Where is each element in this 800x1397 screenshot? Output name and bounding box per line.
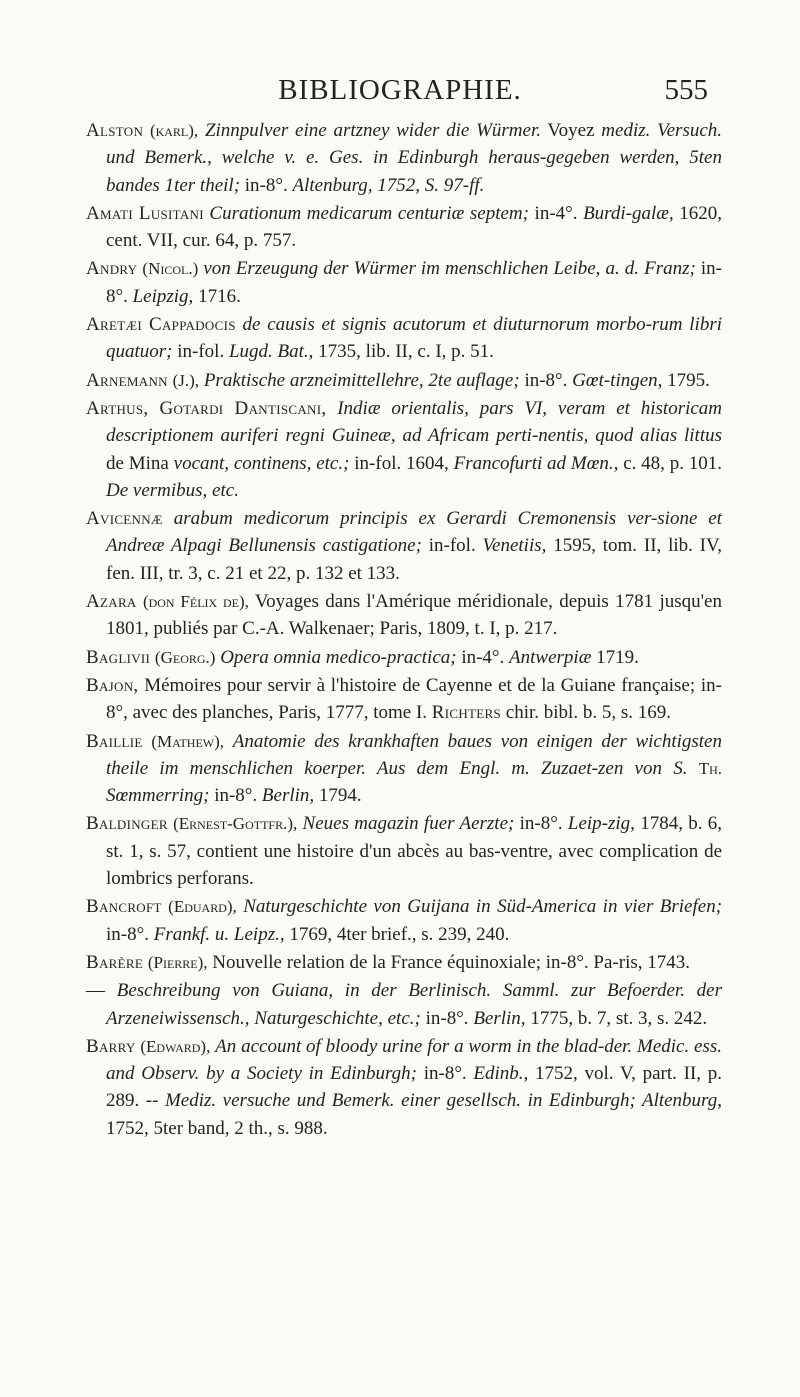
entry-place: Lugd. Bat.,: [228, 341, 314, 363]
entry-cited-author: Richters: [431, 702, 502, 724]
entry-format: in-fol.: [177, 341, 225, 363]
entry-details: 1595, tom. II, lib. IV, fen. III, tr. 3, c. 21 et 22, p. 132 et 133.: [106, 535, 723, 584]
bibliography-entry-andry: [86, 255, 722, 310]
entry-source: mediz. Versuch. und Bemerk., welche v. e. Ges. in Edinburgh heraus-gegeben werden, 5ten bandes 1ter theil;: [106, 120, 723, 196]
entry-place: Berlin,: [473, 1007, 526, 1029]
entry-format: in-8°.: [524, 369, 568, 391]
entry-given-name: (Georg.): [154, 647, 216, 667]
entry-text: Nouvelle relation de la France équinoxiale; in-8°. Pa-ris, 1743.: [212, 951, 691, 973]
entry-author: Baldinger: [86, 813, 168, 835]
entry-details: 1719.: [596, 646, 639, 668]
entry-title: An account of bloody urine for a worm in the blad-der. Medic. ess. and Observ. by a Society in Edinburgh;: [106, 1035, 722, 1085]
entry-given-name: (Eduard),: [168, 897, 237, 917]
entry-place: Gœt-tingen,: [572, 369, 663, 391]
bibliography-entry-alston: [86, 117, 722, 199]
entry-title: Neues magazin fuer Aerzte;: [302, 813, 515, 835]
entry-details: 1775, b. 7, st. 3, s. 242.: [530, 1007, 708, 1029]
page-header: [0, 74, 800, 114]
entry-given-name: (Nicol.): [142, 259, 199, 279]
entry-text: Th.: [698, 758, 722, 778]
bibliography-entry-barere: [86, 949, 722, 976]
entry-format: in-8°.: [425, 1007, 469, 1029]
entry-details: 1784, b. 6, st. 1, s. 57, contient une histoire d'un abcès au bas-ventre, avec complication de lombrics perforans.: [106, 813, 722, 890]
entry-text: Voyages dans l'Amérique méridionale, depuis 1781 jusqu'en 1801, publiés par C.-A. Walkenaer; Paris, 1809, t. I, p. 217.: [106, 591, 722, 640]
entry-author: Arthus, Gotardi Dantiscani,: [86, 397, 327, 419]
entry-author: Baillie: [86, 730, 143, 752]
entry-author: Baglivii: [86, 646, 151, 668]
entry-details: 1620, cent. VII, cur. 64, p. 757.: [106, 202, 722, 252]
entry-translation: Mediz. versuche und Bemerk. einer gesellsch. in Edinburgh; Altenburg,: [164, 1090, 722, 1112]
entry-details: 1716.: [198, 285, 241, 307]
entry-given-name: (Ernest-Gottfr.),: [173, 814, 298, 834]
entry-format: in-8°.: [423, 1063, 467, 1085]
entry-format: in-4°.: [534, 202, 578, 224]
entry-title: Beschreibung von Guiana, in der Berlinisch. Samml. zur Befoerder. der Arzeneiwissensch., Naturgeschichte, etc.;: [106, 980, 723, 1029]
entry-author: Alston: [86, 120, 144, 141]
entry-place: Leipzig,: [132, 285, 194, 307]
entry-text: Mémoires pour servir à l'histoire de Cayenne et de la Guiane française; in-8°, avec des planches, Paris, 1777, tome I.: [106, 674, 722, 724]
entry-given-name: (J.),: [172, 370, 200, 390]
entry-text: Voyez: [547, 120, 595, 141]
entry-text: de Mina: [106, 452, 169, 474]
entry-format: in-8°.: [214, 785, 258, 807]
entry-author: Azara: [86, 591, 137, 613]
entry-place: Antwerpiæ: [509, 646, 592, 668]
bibliography-entry-arthus: [86, 395, 722, 504]
bibliography-entry-baglivii: [86, 644, 722, 671]
entry-author: Amati Lusitani: [86, 202, 204, 224]
bibliography-entry-arnemann: [86, 367, 722, 394]
entry-title: de causis et signis acutorum et diuturnorum morbo-rum libri quatuor;: [106, 314, 723, 363]
entry-place: Francofurti ad Mœn.,: [453, 452, 619, 474]
entry-title: von Erzeugung der Würmer im menschlichen Leibe, a. d. Franz;: [203, 258, 696, 280]
entry-format: in-fol. 1604,: [354, 452, 449, 474]
entry-format: in-8°.: [519, 813, 563, 835]
entry-title-cont: vocant, continens, etc.;: [173, 452, 350, 474]
entry-given-name: (Mathew),: [151, 731, 225, 751]
entry-place: Leip-zig,: [567, 813, 635, 835]
entry-dash: —: [86, 980, 105, 1002]
entry-given-name: (don Félix de),: [142, 592, 249, 612]
entry-details-cont: 1752, 5ter band, 2 th., s. 988.: [106, 1117, 328, 1139]
entry-title: Anatomie des krankhaften baues von einigen der wichtigsten theile im menschlichen koerper. Aus dem Engl. m. Zuzaet-zen von S.: [106, 730, 722, 779]
entry-author: Arnemann: [86, 369, 168, 391]
entry-author: Avicennæ: [86, 508, 163, 530]
entry-place: Altenburg, 1752, S. 97-ff.: [292, 174, 485, 196]
entry-details: 1752, vol. V, part. II, p. 289. --: [106, 1063, 723, 1112]
entry-title: Indiæ orientalis, pars VI, veram et historicam descriptionem auriferi regni Guineæ, ad Africam perti-nentis, quod alias littus: [106, 397, 723, 447]
entry-subtitle: De vermibus, etc.: [106, 479, 239, 501]
bibliography-entry-amati: [86, 200, 722, 255]
bibliography-entry-baldinger: [86, 810, 722, 892]
entry-title: Praktische arzneimittellehre, 2te auflage;: [203, 369, 520, 391]
entry-given-name: (karl),: [149, 121, 199, 140]
bibliography-entries: [86, 117, 722, 1143]
entry-author: Bancroft: [86, 896, 162, 918]
entry-place: Berlin,: [261, 785, 315, 807]
bibliography-entry-barry: [86, 1033, 722, 1142]
entry-format: in-8°.: [244, 174, 288, 196]
page-number: 555: [664, 74, 708, 106]
bibliography-entry-avicennae: [86, 505, 722, 587]
entry-author: Barère: [86, 951, 144, 973]
entry-format: in-8°.: [106, 923, 149, 945]
entry-format: in-8°.: [106, 258, 722, 307]
bibliography-entry-baillie: [86, 728, 722, 810]
entry-place: Frankf. u. Leipz.,: [153, 923, 285, 945]
entry-details: c. 48, p. 101.: [623, 452, 723, 474]
entry-title: Naturgeschichte von Guijana in Süd-America in vier Briefen;: [243, 896, 723, 918]
entry-place: Edinb.,: [473, 1063, 529, 1085]
entry-translator: Sœmmerring;: [106, 785, 210, 807]
entry-title: Zinnpulver eine artzney wider die Würmer.: [204, 120, 541, 141]
bibliography-entry-bajon: [86, 672, 722, 727]
entry-details: 1735, lib. II, c. I, p. 51.: [318, 341, 494, 363]
entry-details: 1769, 4ter brief., s. 239, 240.: [289, 923, 510, 945]
entry-title: arabum medicorum principis ex Gerardi Cremonensis ver-sione et Andreæ Alpagi Bellunensis castigatione;: [106, 508, 722, 557]
entry-place: Venetiis,: [482, 535, 547, 557]
entry-title: Opera omnia medico-practica;: [220, 646, 457, 668]
entry-given-name: (Edward),: [140, 1036, 211, 1056]
entry-details: 1795.: [667, 369, 710, 391]
entry-title: Curationum medicarum centuriæ septem;: [209, 202, 529, 224]
entry-author: Barry: [86, 1035, 136, 1057]
bibliography-entry-bancroft: [86, 893, 722, 948]
entry-format: in-fol.: [428, 535, 476, 557]
entry-author: Aretæi Cappadocis: [86, 314, 236, 336]
running-head: BIBLIOGRAPHIE.: [278, 74, 522, 106]
entry-author: Bajon,: [86, 674, 139, 696]
entry-format: in-4°.: [461, 646, 505, 668]
bibliography-entry-aretaei: [86, 311, 722, 366]
bibliography-entry-azara: [86, 588, 722, 643]
bibliography-entry-barere-beschreibung: [86, 977, 722, 1032]
entry-details: 1794.: [318, 785, 362, 807]
entry-given-name: (Pierre),: [147, 952, 208, 972]
entry-author: Andry: [86, 258, 138, 280]
entry-place: Burdi-galæ,: [583, 202, 674, 224]
entry-details: chir. bibl. b. 5, s. 169.: [505, 702, 671, 724]
